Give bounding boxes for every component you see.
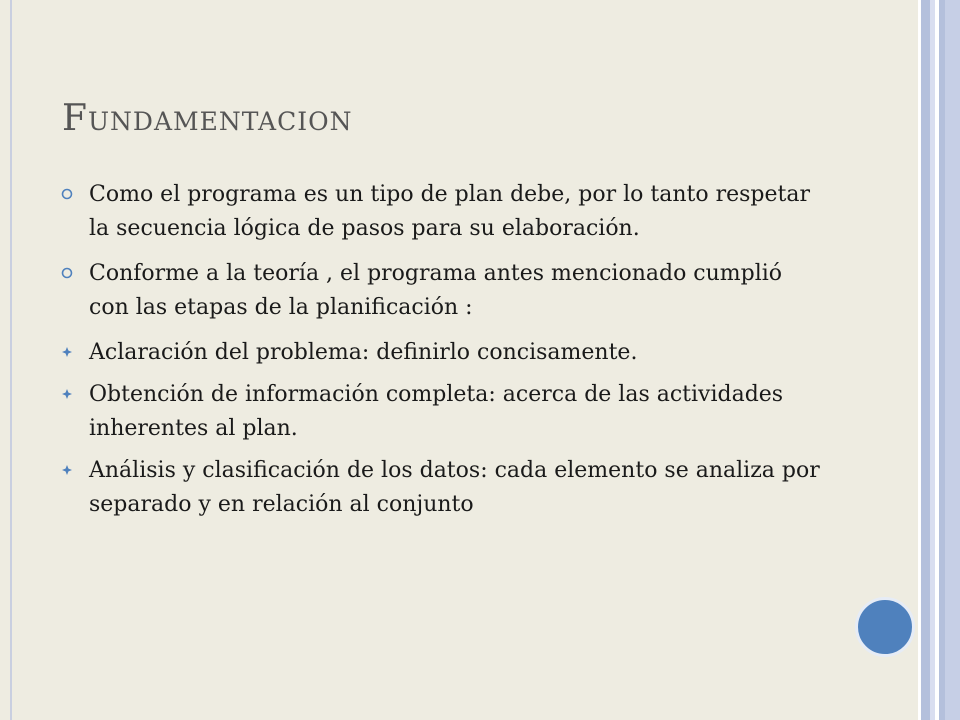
diamond-bullet-icon: [60, 336, 76, 370]
slide-body: [60, 178, 820, 530]
slide-title: Fundamentacion: [62, 98, 353, 139]
list-item: [60, 178, 820, 246]
list-item: [60, 378, 820, 446]
left-border-line: [10, 0, 12, 720]
list-item: [60, 336, 820, 370]
list-item-text: Aclaración del problema: definirlo concisamente.: [89, 340, 638, 365]
ring-bullet-icon: [60, 257, 76, 291]
list-item: [60, 257, 820, 325]
list-item-text: Obtención de información completa: acerca de las actividades inherentes al plan.: [89, 382, 784, 441]
list-item-text: Análisis y clasificación de los datos: cada elemento se analiza por separado y en relación al conjunto: [89, 458, 820, 517]
list-item: [60, 454, 820, 522]
ring-bullet-icon: [60, 178, 76, 212]
list-item-text: Como el programa es un tipo de plan debe, por lo tanto respetar la secuencia lógica de pasos para su elaboración.: [89, 182, 810, 241]
right-decor-stripe: [921, 0, 930, 720]
diamond-bullet-icon: [60, 454, 76, 488]
list-item-text: Conforme a la teoría , el programa antes mencionado cumplió con las etapas de la planificación :: [89, 261, 783, 320]
decorative-circle: [855, 597, 915, 657]
diamond-bullet-icon: [60, 378, 76, 412]
right-decor-stripe: [945, 0, 960, 720]
